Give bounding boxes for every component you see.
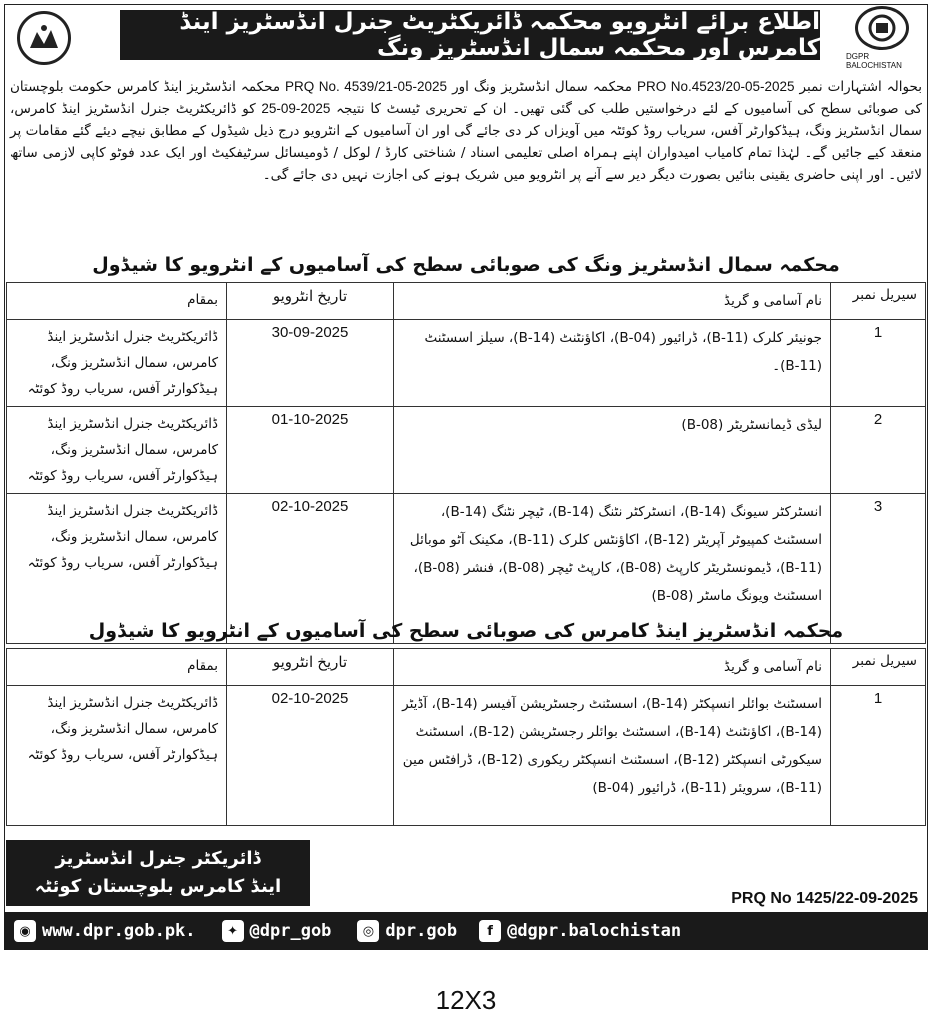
table-row [7,320,926,407]
ad-size-label: 12X3 [435,985,497,1015]
serial-cell: 2 [831,407,926,494]
right-emblem [846,6,918,70]
column-header: تاریخ انٹرویو [227,283,394,320]
column-header: نام آسامی و گریڈ [394,649,831,686]
table-header-row [7,283,926,320]
intro-text-3: محکمہ انڈسٹریز اینڈ کامرس حکومت بلوچستان کی صوبائی سطح کی آسامیوں کے لئے درخواستیں طلب کی گئی تھیں۔ ان کے تحریری ٹیسٹ کا نتیجہ [10,79,922,117]
column-header: نام آسامی و گریڈ [394,283,831,320]
column-header: تاریخ انٹرویو [227,649,394,686]
serial-cell: 3 [831,494,926,644]
venue-cell: ڈائریکٹریٹ جنرل انڈسٹریز اینڈ کامرس، سمال انڈسٹریز ونگ، ہیڈکوارٹر آفس، سریاب روڈ کوئٹہ [7,686,227,826]
date-cell: 02-10-2025 [227,686,394,826]
twitter-icon: ✦ [222,920,244,942]
section2-heading: محکمہ انڈسٹریز اینڈ کامرس کی صوبائی سطح کی آسامیوں کے انٹرویو کا شیڈول [88,620,844,642]
instagram-icon: ◎ [357,920,379,942]
column-header: بمقام [7,283,227,320]
website-link[interactable] [14,920,196,942]
table-row [7,686,926,826]
signature-line-2: اینڈ کامرس بلوچستان کوئٹہ [34,876,282,897]
intro-text-1: بحوالہ اشتہارات نمبر [799,79,922,95]
government-seal-icon [17,11,71,65]
date-cell: 02-10-2025 [227,494,394,644]
facebook-link[interactable] [479,920,681,942]
instagram-text: dpr.gob [385,921,458,941]
posts-cell: انسٹرکٹر سیونگ (B-14)، انسٹرکٹر نٹنگ (B-14)، ٹیچر نٹنگ (B-14)، اسسٹنٹ کمپیوٹر آپریٹر (B-12)، اکاؤنٹس کلرک (B-11)، مکینک آٹو موبائل (B-11)، ڈیمونسٹریٹر کارپٹ (B-08)، کارپٹ ٹیچر (B-08)، فنشر (B-08)، اسسٹنٹ ویونگ ماسٹر (B-08) [394,494,831,644]
signature-block [6,840,310,906]
result-date: 25-09-2025 [261,101,331,116]
emblem-caption: DGPR BALOCHISTAN [846,52,902,70]
section2-table [6,648,926,826]
social-footer [4,912,928,950]
intro-text-2: محکمہ سمال انڈسٹریز ونگ اور [452,79,632,95]
column-header: سیریل نمبر [831,283,926,320]
website-text: www.dpr.gob.pk. [42,921,196,941]
instagram-link[interactable] [357,920,457,942]
intro-paragraph [10,76,922,186]
left-emblem [8,6,80,70]
facebook-icon: f [479,920,501,942]
column-header: سیریل نمبر [831,649,926,686]
prq-number: PRQ No 1425/22-09-2025 [731,890,918,907]
section1-table [6,282,926,644]
section1-heading: محکمہ سمال انڈسٹریز ونگ کی صوبائی سطح کی آسامیوں کے انٹرویو کا شیڈول [92,254,840,276]
signature-line-1: ڈائریکٹر جنرل انڈسٹریز [55,848,261,869]
intro-text-4: کو ڈائریکٹریٹ جنرل انڈسٹریز اینڈ کامرس، سمال انڈسٹریز ونگ، ہیڈکوارٹر آفس، سریاب روڈ کوئٹہ میں آویزاں کر دی جائے گی اور ان آسامیوں کے انٹرویو درج ذیل شیڈول کے مطابق نیچے دیئے گئے مقامات پر منعقد کیے جائیں گے۔ لہٰذا تمام کامیاب امیدواران اپنے ہمراہ اصلی تعلیمی اسناد / شناختی کارڈ / لوکل / ڈومیسائل سرٹیفکیٹ اور ایک عدد فوٹو کاپی لازمی ساتھ لائیں۔ اور اپنی حاضری یقینی بنائیں بصورت دیگر دیر سے آنے پر انٹرویو میں شریک ہونے کی اجازت نہیں دی جائے گی۔ [10,101,922,183]
notice-title: اطلاع برائے انٹرویو محکمہ ڈائریکٹریٹ جنرل انڈسٹریز اینڈ کامرس اور محکمہ سمال انڈسٹریز ونگ [120,10,820,60]
venue-cell: ڈائریکٹریٹ جنرل انڈسٹریز اینڈ کامرس، سمال انڈسٹریز ونگ، ہیڈکوارٹر آفس، سریاب روڈ کوئٹہ [7,407,227,494]
serial-cell: 1 [831,686,926,826]
venue-cell: ڈائریکٹریٹ جنرل انڈسٹریز اینڈ کامرس، سمال انڈسٹریز ونگ، ہیڈکوارٹر آفس، سریاب روڈ کوئٹہ [7,320,227,407]
posts-cell: اسسٹنٹ بوائلر انسپکٹر (B-14)، اسسٹنٹ رجسٹریشن آفیسر (B-14)، آڈیٹر (B-14)، اکاؤنٹنٹ (B-14)، اسسٹنٹ بوائلر رجسٹریشن (B-12)، اسسٹنٹ سیکورٹی انسپکٹر (B-12)، اسسٹنٹ انسپکٹر ریکوری (B-12)، ڈرافٹس مین (B-11)، سرویئر (B-11)، ڈرائیور (B-04) [394,686,831,826]
date-cell: 01-10-2025 [227,407,394,494]
date-cell: 30-09-2025 [227,320,394,407]
posts-cell: لیڈی ڈیمانسٹریٹر (B-08) [394,407,831,494]
twitter-text: @dpr_gob [249,921,332,941]
posts-cell: جونیئر کلرک (B-11)، ڈرائیور (B-04)، اکاؤنٹنٹ (B-14)، سیلز اسسٹنٹ (B-11)۔ [394,320,831,407]
dgpr-logo-icon [855,6,909,50]
facebook-text: @dgpr.balochistan [507,921,682,941]
prq-reference: PRQ No. 4539/21-05-2025 [285,79,448,94]
venue-cell: ڈائریکٹریٹ جنرل انڈسٹریز اینڈ کامرس، سمال انڈسٹریز ونگ، ہیڈکوارٹر آفس، سریاب روڈ کوئٹہ [7,494,227,644]
column-header: بمقام [7,649,227,686]
pro-reference: PRO No.4523/20-05-2025 [636,79,795,94]
globe-icon: ◉ [14,920,36,942]
table-header-row [7,649,926,686]
twitter-link[interactable] [222,920,332,942]
table-row [7,407,926,494]
serial-cell: 1 [831,320,926,407]
